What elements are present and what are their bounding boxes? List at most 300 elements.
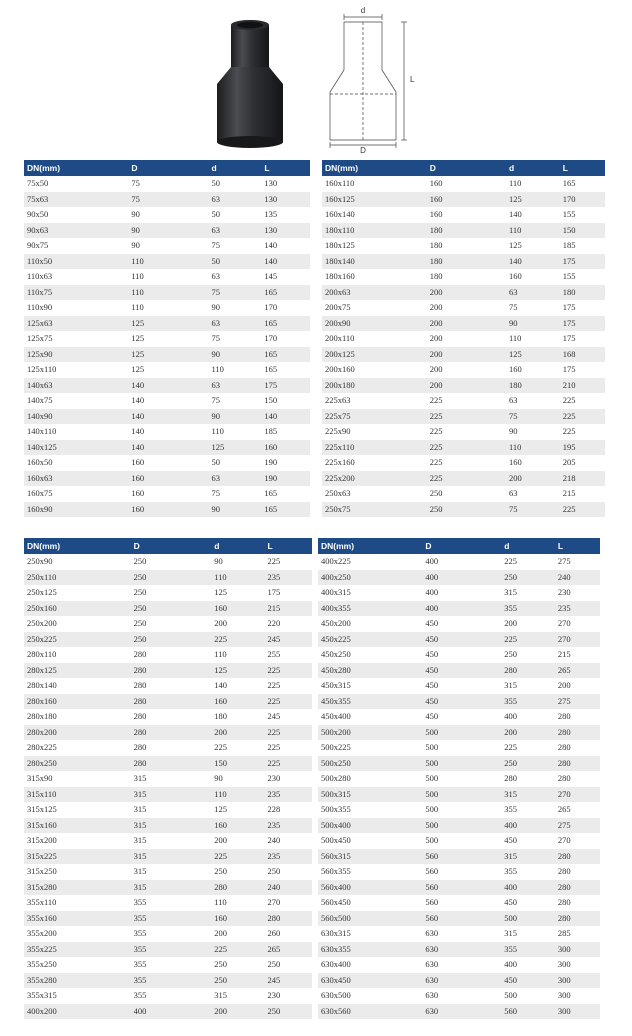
cell-outer-d: 75 [128,192,208,208]
table-row [24,988,312,1004]
cell-dn: 560x315 [318,849,422,865]
cell-dn: 90x63 [24,223,128,239]
cell-dn: 225x75 [322,409,427,425]
cell-dn: 110x90 [24,300,128,316]
table-row [24,362,310,378]
table-row [24,616,312,632]
cell-outer-d: 110 [128,254,208,270]
table-row [322,424,605,440]
cell-length: 170 [261,331,310,347]
cell-dn: 200x90 [322,316,427,332]
cell-inner-d: 315 [501,787,555,803]
header-dn: DN(mm) [322,160,427,176]
cell-inner-d: 450 [501,833,555,849]
cell-inner-d: 355 [501,942,555,958]
cell-dn: 160x75 [24,486,128,502]
cell-length: 200 [555,678,600,694]
cell-length: 280 [555,709,600,725]
cell-length: 280 [555,849,600,865]
spec-table-3 [24,538,312,1019]
cell-outer-d: 630 [422,973,501,989]
table-row [318,709,600,725]
header-dn: DN(mm) [24,538,131,554]
table-row [322,347,605,363]
cell-inner-d: 63 [208,192,261,208]
cell-dn: 500x315 [318,787,422,803]
cell-outer-d: 180 [427,238,506,254]
cell-dn: 110x63 [24,269,128,285]
table-row [322,409,605,425]
cell-dn: 355x110 [24,895,131,911]
cell-dn: 225x160 [322,455,427,471]
cell-outer-d: 560 [422,864,501,880]
cell-outer-d: 315 [131,802,212,818]
cell-outer-d: 500 [422,740,501,756]
header-inner-d: d [211,538,264,554]
table-row [318,942,600,958]
cell-inner-d: 280 [501,771,555,787]
cell-length: 235 [264,849,312,865]
cell-length: 245 [264,632,312,648]
cell-inner-d: 63 [506,285,560,301]
cell-dn: 125x110 [24,362,128,378]
cell-outer-d: 400 [422,554,501,570]
cell-dn: 500x400 [318,818,422,834]
header-dn: DN(mm) [24,160,128,176]
cell-length: 280 [555,740,600,756]
cell-dn: 355x280 [24,973,131,989]
table-row [24,554,312,570]
cell-dn: 560x355 [318,864,422,880]
cell-inner-d: 90 [208,347,261,363]
cell-dn: 90x75 [24,238,128,254]
cell-outer-d: 355 [131,973,212,989]
cell-inner-d: 110 [211,647,264,663]
spec-table-2 [322,160,605,517]
cell-outer-d: 630 [422,957,501,973]
cell-inner-d: 90 [506,424,560,440]
cell-outer-d: 180 [427,254,506,270]
cell-inner-d: 315 [211,988,264,1004]
cell-dn: 630x450 [318,973,422,989]
table-row [24,756,312,772]
cell-length: 270 [555,833,600,849]
cell-inner-d: 400 [501,880,555,896]
cell-length: 228 [264,802,312,818]
cell-dn: 280x160 [24,694,131,710]
cell-inner-d: 180 [506,378,560,394]
cell-outer-d: 200 [427,378,506,394]
cell-length: 300 [555,1004,600,1020]
cell-inner-d: 50 [208,455,261,471]
cell-dn: 315x200 [24,833,131,849]
cell-dn: 200x75 [322,300,427,316]
cell-inner-d: 160 [506,362,560,378]
cell-outer-d: 280 [131,709,212,725]
cell-inner-d: 110 [506,176,560,192]
cell-inner-d: 125 [506,238,560,254]
cell-dn: 90x50 [24,207,128,223]
cell-dn: 225x200 [322,471,427,487]
table-row [24,300,310,316]
cell-outer-d: 200 [427,331,506,347]
cell-length: 150 [560,223,605,239]
cell-dn: 225x110 [322,440,427,456]
cell-outer-d: 500 [422,787,501,803]
cell-inner-d: 50 [208,254,261,270]
cell-length: 175 [560,316,605,332]
cell-inner-d: 90 [208,300,261,316]
cell-inner-d: 280 [501,663,555,679]
label-large-D: D [360,146,366,154]
cell-inner-d: 160 [211,818,264,834]
cell-length: 270 [555,787,600,803]
cell-dn: 250x160 [24,601,131,617]
cell-outer-d: 250 [131,570,212,586]
cell-outer-d: 160 [128,502,208,518]
cell-dn: 250x200 [24,616,131,632]
table-row [318,957,600,973]
cell-dn: 450x250 [318,647,422,663]
table-row [318,988,600,1004]
table-row [322,502,605,518]
cell-inner-d: 63 [208,471,261,487]
cell-inner-d: 63 [506,486,560,502]
cell-dn: 400x250 [318,570,422,586]
table-row [322,316,605,332]
cell-inner-d: 160 [506,269,560,285]
cell-length: 250 [264,1004,312,1020]
cell-length: 280 [555,864,600,880]
cell-outer-d: 450 [422,647,501,663]
cell-inner-d: 75 [208,393,261,409]
cell-length: 195 [560,440,605,456]
cell-length: 135 [261,207,310,223]
table-row [24,254,310,270]
cell-inner-d: 225 [211,632,264,648]
cell-length: 225 [560,393,605,409]
cell-length: 185 [560,238,605,254]
cell-outer-d: 560 [422,911,501,927]
cell-length: 280 [555,880,600,896]
header-row [318,538,600,554]
cell-inner-d: 75 [208,486,261,502]
cell-inner-d: 110 [211,570,264,586]
cell-outer-d: 140 [128,393,208,409]
cell-length: 280 [555,895,600,911]
cell-outer-d: 250 [131,632,212,648]
cell-length: 235 [555,601,600,617]
table-row [24,455,310,471]
cell-length: 170 [560,192,605,208]
table-row [318,585,600,601]
cell-inner-d: 90 [208,409,261,425]
cell-dn: 225x90 [322,424,427,440]
spec-table-4 [318,538,600,1019]
cell-outer-d: 125 [128,362,208,378]
header-row [24,160,310,176]
table-row [318,973,600,989]
cell-length: 275 [555,818,600,834]
cell-outer-d: 400 [422,601,501,617]
cell-dn: 280x125 [24,663,131,679]
cell-inner-d: 125 [211,802,264,818]
table-row [318,911,600,927]
cell-inner-d: 160 [211,911,264,927]
cell-dn: 280x250 [24,756,131,772]
cell-length: 165 [261,486,310,502]
cell-outer-d: 250 [131,554,212,570]
cell-dn: 355x200 [24,926,131,942]
cell-inner-d: 400 [501,709,555,725]
cell-inner-d: 500 [501,988,555,1004]
cell-dn: 160x63 [24,471,128,487]
table-row [322,471,605,487]
cell-dn: 315x225 [24,849,131,865]
cell-dn: 180x160 [322,269,427,285]
cell-length: 225 [264,663,312,679]
cell-outer-d: 400 [422,585,501,601]
table-row [24,771,312,787]
cell-length: 168 [560,347,605,363]
cell-outer-d: 200 [427,362,506,378]
table-row [318,818,600,834]
cell-outer-d: 140 [128,424,208,440]
cell-inner-d: 110 [208,424,261,440]
cell-inner-d: 125 [208,440,261,456]
cell-inner-d: 400 [501,957,555,973]
cell-inner-d: 225 [501,740,555,756]
cell-length: 225 [560,409,605,425]
cell-inner-d: 50 [208,207,261,223]
cell-inner-d: 63 [208,378,261,394]
table-row [24,740,312,756]
cell-length: 250 [264,864,312,880]
cell-dn: 315x110 [24,787,131,803]
header-outer-d: D [128,160,208,176]
table-row [318,632,600,648]
cell-dn: 110x75 [24,285,128,301]
cell-dn: 400x200 [24,1004,131,1020]
cell-inner-d: 280 [211,880,264,896]
table-row [322,455,605,471]
header-inner-d: d [208,160,261,176]
cell-outer-d: 250 [131,601,212,617]
cell-length: 225 [264,678,312,694]
cell-length: 165 [560,176,605,192]
table-row [24,471,310,487]
cell-length: 210 [560,378,605,394]
table-row [24,570,312,586]
cell-inner-d: 110 [211,787,264,803]
table-row [24,973,312,989]
cell-inner-d: 180 [211,709,264,725]
cell-length: 155 [560,207,605,223]
cell-length: 245 [264,973,312,989]
cell-dn: 355x250 [24,957,131,973]
cell-inner-d: 250 [211,957,264,973]
table-row [24,409,310,425]
table-row [24,192,310,208]
cell-dn: 630x355 [318,942,422,958]
cell-length: 285 [555,926,600,942]
table-row [24,176,310,192]
table-row [24,585,312,601]
cell-dn: 250x225 [24,632,131,648]
cell-dn: 160x125 [322,192,427,208]
cell-dn: 140x125 [24,440,128,456]
cell-outer-d: 110 [128,300,208,316]
cell-outer-d: 450 [422,632,501,648]
table-row [318,1004,600,1020]
cell-outer-d: 140 [128,409,208,425]
cell-length: 250 [264,957,312,973]
cell-outer-d: 355 [131,895,212,911]
table-row [318,570,600,586]
table-row [24,223,310,239]
table-row [322,254,605,270]
cell-dn: 140x63 [24,378,128,394]
header-length: L [555,538,600,554]
cell-length: 150 [261,393,310,409]
cell-length: 225 [264,756,312,772]
cell-outer-d: 500 [422,802,501,818]
table-row [24,424,310,440]
cell-inner-d: 225 [211,849,264,865]
cell-dn: 630x560 [318,1004,422,1020]
cell-length: 280 [555,756,600,772]
table-row [24,802,312,818]
table-row [24,678,312,694]
cell-outer-d: 400 [422,570,501,586]
cell-inner-d: 75 [506,409,560,425]
cell-inner-d: 75 [506,300,560,316]
cell-length: 300 [555,942,600,958]
cell-dn: 200x110 [322,331,427,347]
table-row [318,926,600,942]
cell-inner-d: 140 [506,207,560,223]
table-row [24,849,312,865]
cell-outer-d: 450 [422,678,501,694]
cell-inner-d: 560 [501,1004,555,1020]
cell-inner-d: 250 [211,973,264,989]
table-row [318,880,600,896]
table-row [24,787,312,803]
cell-outer-d: 125 [128,316,208,332]
cell-outer-d: 355 [131,957,212,973]
header-inner-d: d [501,538,555,554]
cell-length: 225 [560,502,605,518]
cell-dn: 250x110 [24,570,131,586]
cell-inner-d: 75 [208,285,261,301]
cell-outer-d: 280 [131,740,212,756]
spec-table-1 [24,160,310,517]
cell-inner-d: 315 [501,678,555,694]
cell-length: 240 [555,570,600,586]
cell-outer-d: 180 [427,223,506,239]
cell-dn: 200x125 [322,347,427,363]
cell-length: 175 [560,362,605,378]
cell-dn: 500x225 [318,740,422,756]
cell-outer-d: 500 [422,833,501,849]
cell-dn: 355x160 [24,911,131,927]
table-row [322,331,605,347]
cell-length: 165 [261,316,310,332]
cell-outer-d: 160 [427,192,506,208]
cell-length: 265 [264,942,312,958]
cell-length: 155 [560,269,605,285]
cell-outer-d: 250 [131,585,212,601]
header-row [322,160,605,176]
cell-outer-d: 250 [427,486,506,502]
cell-dn: 110x50 [24,254,128,270]
table-row [318,895,600,911]
header-length: L [261,160,310,176]
cell-dn: 560x450 [318,895,422,911]
cell-dn: 280x180 [24,709,131,725]
cell-inner-d: 110 [211,895,264,911]
cell-inner-d: 63 [208,269,261,285]
table-row [24,393,310,409]
cell-inner-d: 200 [506,471,560,487]
cell-length: 190 [261,471,310,487]
cell-inner-d: 110 [506,331,560,347]
table-row [24,331,310,347]
table-row [318,740,600,756]
cell-dn: 125x63 [24,316,128,332]
table-row [24,833,312,849]
cell-dn: 160x110 [322,176,427,192]
cell-inner-d: 75 [208,331,261,347]
cell-length: 130 [261,223,310,239]
table-row [24,207,310,223]
cell-dn: 280x110 [24,647,131,663]
cell-outer-d: 315 [131,864,212,880]
cell-dn: 355x315 [24,988,131,1004]
cell-dn: 75x50 [24,176,128,192]
cell-outer-d: 75 [128,176,208,192]
cell-length: 270 [555,632,600,648]
cell-dn: 400x225 [318,554,422,570]
cell-dn: 450x280 [318,663,422,679]
table-row [322,440,605,456]
cell-inner-d: 63 [506,393,560,409]
cell-dn: 180x140 [322,254,427,270]
table-row [24,694,312,710]
cell-dn: 355x225 [24,942,131,958]
cell-inner-d: 355 [501,601,555,617]
cell-length: 235 [264,818,312,834]
cell-dn: 450x225 [318,632,422,648]
cell-inner-d: 355 [501,864,555,880]
cell-length: 275 [555,554,600,570]
cell-outer-d: 90 [128,223,208,239]
cell-inner-d: 450 [501,895,555,911]
cell-inner-d: 200 [211,833,264,849]
cell-length: 245 [264,709,312,725]
cell-outer-d: 560 [422,849,501,865]
table-row [24,378,310,394]
cell-inner-d: 200 [211,725,264,741]
table-row [24,957,312,973]
cell-length: 165 [261,362,310,378]
cell-length: 215 [555,647,600,663]
table-row [24,347,310,363]
cell-outer-d: 225 [427,409,506,425]
cell-inner-d: 225 [501,554,555,570]
cell-dn: 280x200 [24,725,131,741]
cell-outer-d: 280 [131,678,212,694]
